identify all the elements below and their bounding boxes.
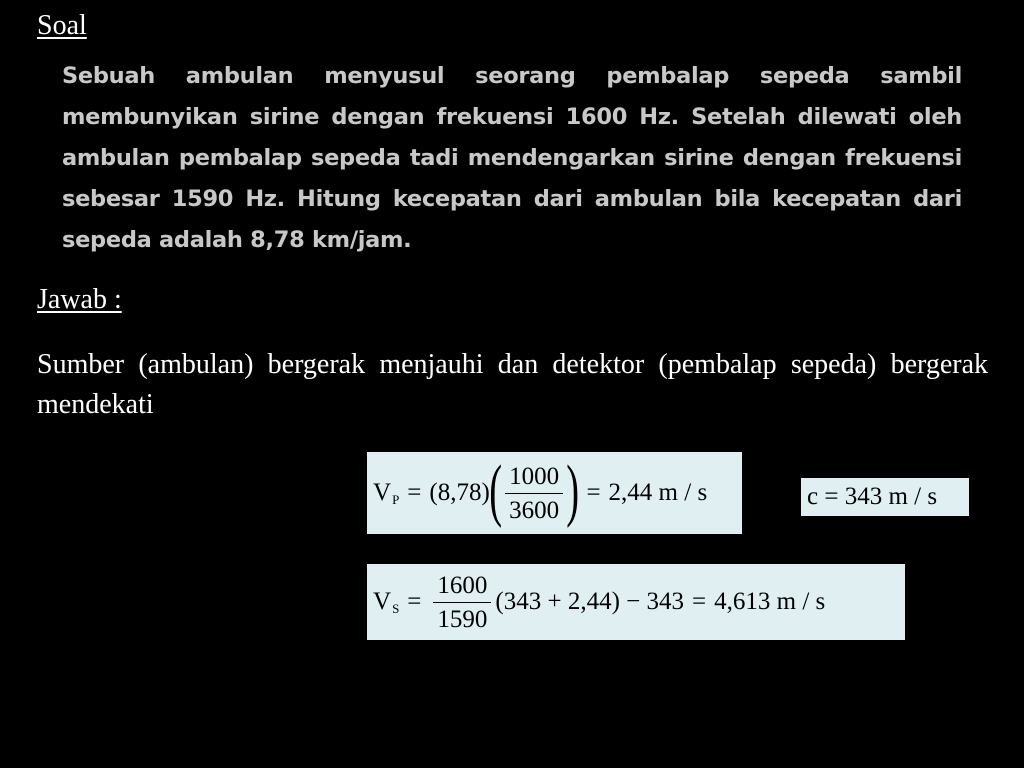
vp-symbol: V (373, 479, 392, 506)
vs-fraction (433, 573, 491, 632)
jawab-heading: Jawab : (37, 284, 122, 315)
answer-text: Sumber (ambulan) bergerak menjauhi dan detektor (pembalap sepeda) bergerak mendekati (37, 349, 988, 420)
vs-result: 4,613 m / s (714, 588, 826, 615)
vp-subscript: P (392, 492, 400, 507)
vp-fraction (505, 464, 563, 523)
vs-numerator: 1600 (433, 573, 491, 603)
vp-factor: (8,78) (429, 479, 490, 506)
vp-result: 2,44 m / s (608, 479, 708, 506)
equation-vp (367, 452, 742, 534)
vs-denominator: 1590 (437, 605, 488, 633)
vp-numerator: 1000 (505, 464, 563, 494)
vp-left-paren: ( (489, 452, 502, 529)
vp-denominator: 3600 (509, 496, 560, 524)
vp-equals: = (407, 479, 422, 506)
equation-sound-speed (801, 478, 969, 516)
soal-heading: Soal (37, 10, 87, 41)
vp-equals-2: = (586, 479, 601, 506)
vp-right-paren: ) (566, 452, 580, 529)
vs-expression: (343 + 2,44) − 343 (495, 588, 685, 615)
sound-speed-text: c = 343 m / s (807, 483, 938, 510)
vs-subscript: S (392, 601, 400, 616)
question-text: Sebuah ambulan menyusul seorang pembalap sepeda sambil membunyikan sirine dengan frekuensi 1600 Hz. Setelah dilewati oleh ambulan pembalap sepeda tadi mendengarkan sirine dengan frekuensi sebesar 1590 Hz. Hitung kecepatan dari ambulan bila kecepatan dari sepeda adalah 8,78 km/jam. (62, 63, 962, 253)
vs-symbol: V (373, 588, 392, 615)
vs-equals-2: = (692, 588, 707, 615)
equation-vs (367, 564, 905, 640)
vs-equals: = (407, 588, 422, 615)
